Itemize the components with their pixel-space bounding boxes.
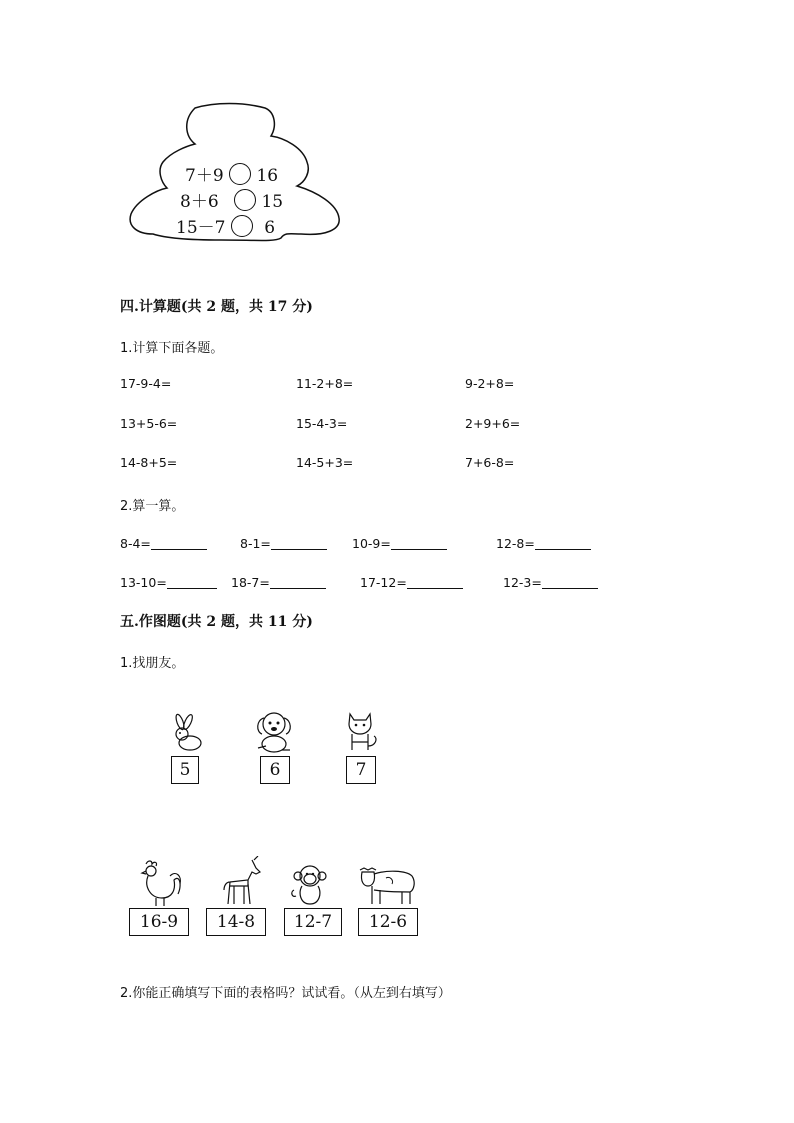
equation: 18-7=	[231, 575, 270, 590]
answer-blank[interactable]	[167, 576, 217, 589]
compare-circle[interactable]	[231, 215, 253, 237]
tree-value: 16	[256, 166, 279, 186]
expression-box: 16-9	[129, 908, 189, 936]
answer-blank[interactable]	[542, 576, 598, 589]
fill-blank-item	[360, 575, 463, 590]
equation: 17-9-4=	[120, 376, 172, 391]
puppy-icon	[252, 708, 296, 754]
expression-box: 14-8	[206, 908, 266, 936]
number-box: 5	[171, 756, 199, 784]
fill-blank-item	[240, 536, 327, 551]
equation: 2+9+6=	[465, 416, 521, 431]
equation: 9-2+8=	[465, 376, 515, 391]
question-label: 1.计算下面各题。	[120, 341, 224, 356]
tree-comparison-3	[176, 213, 275, 238]
equation: 17-12=	[360, 575, 407, 590]
compare-circle[interactable]	[229, 163, 251, 185]
fill-blank-item	[231, 575, 326, 590]
tree-expression: 8＋6	[180, 192, 219, 212]
equation: 14-8+5=	[120, 455, 178, 470]
equation: 8-4=	[120, 536, 151, 551]
equation: 12-8=	[496, 536, 535, 551]
equation: 8-1=	[240, 536, 271, 551]
section-title-drawing: 五.作图题(共 2 题，共 11 分)	[120, 614, 313, 630]
expression-box: 12-6	[358, 908, 418, 936]
fill-blank-item	[503, 575, 598, 590]
answer-blank[interactable]	[407, 576, 463, 589]
answer-blank[interactable]	[270, 576, 326, 589]
fill-blank-item	[352, 536, 447, 551]
equation: 12-3=	[503, 575, 542, 590]
answer-blank[interactable]	[271, 537, 327, 550]
equation: 13+5-6=	[120, 416, 178, 431]
monkey-icon	[288, 862, 332, 908]
number-box: 6	[260, 756, 290, 784]
equation: 7+6-8=	[465, 455, 515, 470]
number-box: 7	[346, 756, 376, 784]
equation: 11-2+8=	[296, 376, 354, 391]
tree-comparison-2	[180, 187, 283, 212]
question-label: 2.你能正确填写下面的表格吗？试试看。（从左到右填写）	[120, 986, 451, 1001]
tree-expression: 7＋9	[185, 166, 224, 186]
horse-icon	[218, 856, 264, 908]
question-label: 2.算一算。	[120, 499, 185, 514]
answer-blank[interactable]	[535, 537, 591, 550]
equation: 10-9=	[352, 536, 391, 551]
expression-box: 12-7	[284, 908, 342, 936]
rooster-icon	[134, 858, 184, 908]
equation: 13-10=	[120, 575, 167, 590]
cat-icon	[340, 708, 380, 754]
compare-circle[interactable]	[234, 189, 256, 211]
tree-value: 6	[264, 218, 276, 238]
tree-comparison-1	[185, 161, 278, 186]
answer-blank[interactable]	[151, 537, 207, 550]
fill-blank-item	[120, 575, 217, 590]
tree-value: 15	[261, 192, 284, 212]
section-title-calculation: 四.计算题(共 2 题，共 17 分)	[120, 299, 313, 315]
question-label: 1.找朋友。	[120, 656, 185, 671]
rabbit-icon	[166, 712, 206, 752]
tree-expression: 15－7	[176, 218, 226, 238]
equation: 15-4-3=	[296, 416, 348, 431]
equation: 14-5+3=	[296, 455, 354, 470]
fill-blank-item	[496, 536, 591, 551]
cow-icon	[356, 862, 418, 908]
answer-blank[interactable]	[391, 537, 447, 550]
fill-blank-item	[120, 536, 207, 551]
